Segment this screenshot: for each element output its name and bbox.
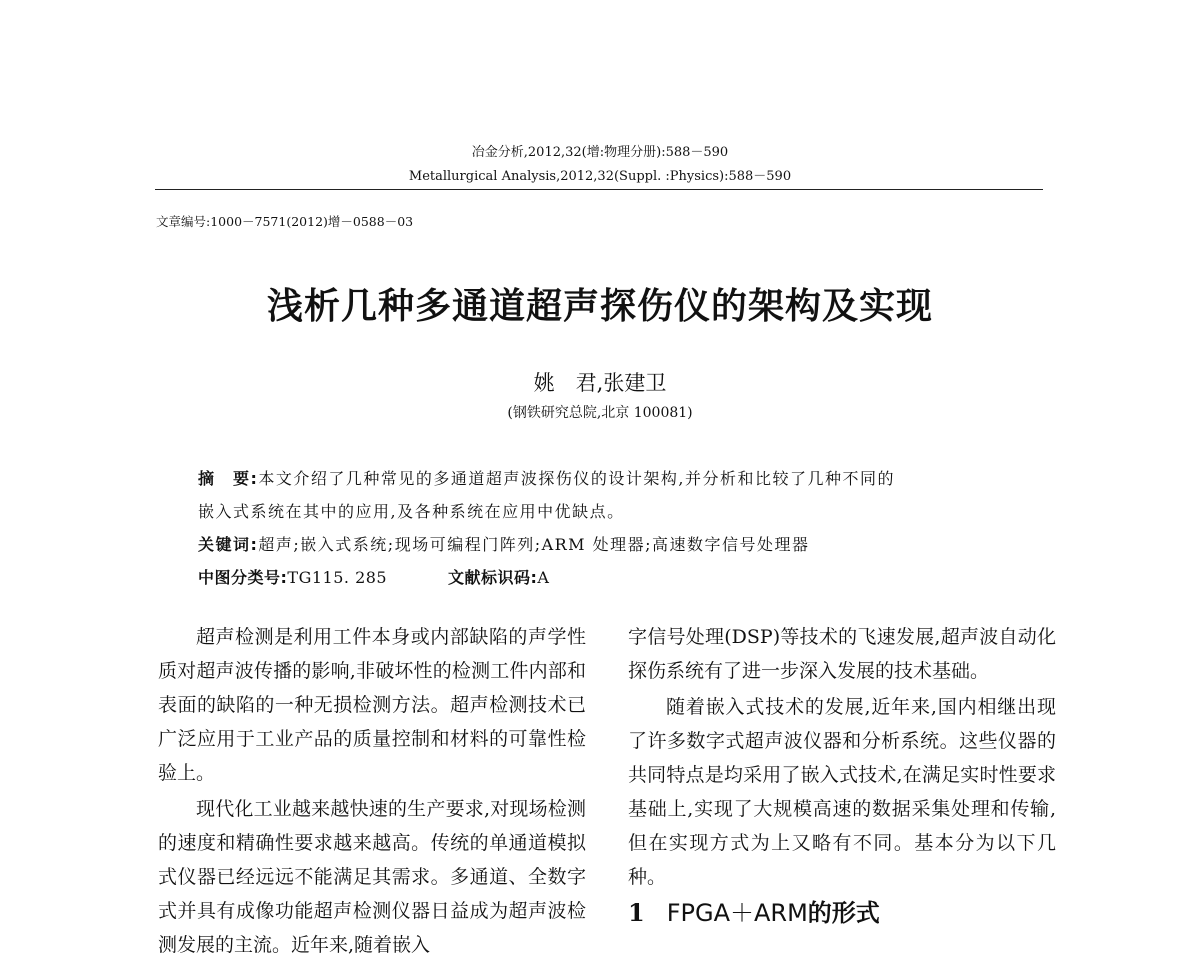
journal-header-en: Metallurgical Analysis,2012,32(Suppl. :Physics):588－590	[408, 169, 792, 184]
section-title-cn: 的形式	[807, 899, 880, 927]
keywords-label: 关键词:	[198, 535, 259, 554]
affiliation: (钢铁研究总院,北京 100081)	[507, 405, 693, 421]
abstract-line-2	[198, 499, 1028, 522]
doc-id-value: A	[537, 568, 550, 587]
journal-header-cn: 冶金分析,2012,32(增:物理分册):588－590	[471, 145, 729, 160]
doc-id-label: 文献标识码:	[448, 568, 538, 587]
authors: 姚 君,张建卫	[533, 371, 667, 395]
classification-label: 中图分类号:	[198, 568, 288, 587]
abstract-text-2: 嵌入式系统在其中的应用,及各种系统在应用中优缺点。	[198, 502, 625, 521]
right-paragraph-1: 字信号处理(DSP)等技术的飞速发展,超声波自动化探伤系统有了进一步深入发展的技术基础。	[628, 626, 1056, 682]
body-left-column	[158, 620, 586, 962]
abstract-label: 摘 要:	[198, 469, 259, 488]
section-heading-1	[628, 893, 880, 928]
left-paragraph-2: 现代化工业越来越快速的生产要求,对现场检测的速度和精确性要求越来越高。传统的单通道模拟式仪器已经远远不能满足其需求。多通道、全数字式并具有成像功能超声检测仪器日益成为超声波检测发展的主流。近年来,随着嵌入	[158, 798, 586, 956]
keywords-line	[198, 532, 1028, 555]
section-title-en: FPGA＋ARM	[666, 899, 808, 927]
section-number: 1	[628, 898, 645, 927]
keywords-text: 超声;嵌入式系统;现场可编程门阵列;ARM 处理器;高速数字信号处理器	[258, 535, 810, 554]
body-right-column	[628, 620, 1056, 894]
abstract-line-1	[198, 466, 1028, 489]
article-number: 文章编号:1000－7571(2012)增－0588－03	[156, 214, 414, 229]
abstract-text-1: 本文介绍了几种常见的多通道超声波探伤仪的设计架构,并分析和比较了几种不同的	[258, 469, 895, 488]
left-paragraph-1: 超声检测是利用工件本身或内部缺陷的声学性质对超声波传播的影响,非破坏性的检测工件内部和表面的缺陷的一种无损检测方法。超声检测技术已广泛应用于工业产品的质量控制和材料的可靠性检验上。	[158, 626, 586, 784]
classification-value: TG115. 285	[287, 568, 388, 587]
classification-line	[198, 565, 1028, 588]
header-rule	[155, 189, 1043, 190]
right-paragraph-2: 随着嵌入式技术的发展,近年来,国内相继出现了许多数字式超声波仪器和分析系统。这些仪器的共同特点是均采用了嵌入式技术,在满足实时性要求基础上,实现了大规模高速的数据采集处理和传输,但在实现方式为上又略有不同。基本分为以下几种。	[628, 696, 1056, 888]
paper-title: 浅析几种多通道超声探伤仪的架构及实现	[266, 286, 933, 327]
